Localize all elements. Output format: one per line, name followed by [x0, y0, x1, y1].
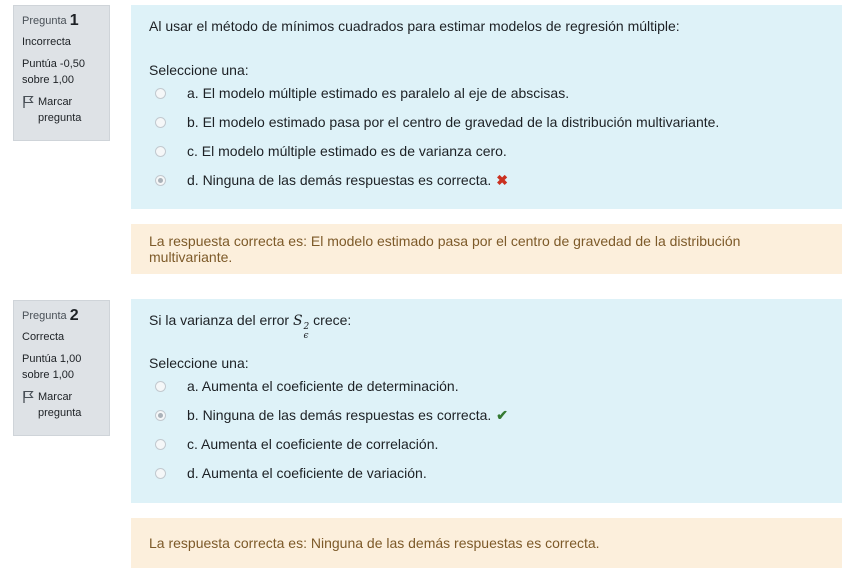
radio-button-a[interactable]: [155, 88, 166, 99]
answer-label-c: c. Aumenta el coeficiente de correlación.: [187, 436, 439, 452]
question-number-line: [22, 308, 101, 324]
question-label: Pregunta: [22, 310, 67, 322]
grade-line-1: Puntúa -0,50: [22, 58, 85, 70]
question-state: Correcta: [22, 331, 65, 343]
question-formulation-2: [131, 299, 842, 503]
answer-label-b: [187, 407, 508, 424]
question-info-2: [13, 300, 110, 436]
answer-label-a: a. El modelo múltiple estimado es paralelo al eje de abscisas.: [187, 85, 570, 101]
question-text: [149, 312, 351, 341]
radio-button-a[interactable]: [155, 381, 166, 392]
question-label: Pregunta: [22, 15, 67, 27]
flag-question-button[interactable]: [22, 389, 101, 421]
question-formulation-1: [131, 5, 842, 209]
question-state: Incorrecta: [22, 36, 71, 48]
answer-option-b[interactable]: [155, 112, 720, 132]
answer-label-d: [187, 172, 508, 189]
check-icon: ✔: [496, 406, 509, 423]
question-text-after: crece:: [313, 312, 352, 328]
radio-button-c[interactable]: [155, 439, 166, 450]
answer-label-b: b. El modelo estimado pasa por el centro de gravedad de la distribución multivariante.: [187, 114, 720, 130]
question-info-1: [13, 5, 110, 141]
correct-answer-feedback-1: La respuesta correcta es: El modelo estimado pasa por el centro de gravedad de la distribución multivariante.: [131, 224, 842, 274]
flag-label: [38, 389, 81, 421]
math-base: S: [292, 313, 303, 329]
answer-label-c: c. El modelo múltiple estimado es de varianza cero.: [187, 143, 507, 159]
math-formula: [292, 313, 310, 341]
math-sub: ϵ: [303, 331, 309, 341]
flag-label-line-1: Marcar: [38, 96, 73, 108]
answer-label-d: d. Aumenta el coeficiente de variación.: [187, 465, 427, 481]
question-text: Al usar el método de mínimos cuadrados para estimar modelos de regresión múltiple:: [149, 18, 680, 34]
radio-button-d[interactable]: [155, 468, 166, 479]
question-number: 1: [69, 12, 79, 29]
answer-option-c[interactable]: [155, 434, 439, 454]
question-text-before: Si la varianza del error: [149, 312, 290, 328]
math-scripts: [304, 323, 310, 341]
flag-label-line-2: pregunta: [38, 407, 82, 419]
grade-line-2: sobre 1,00: [22, 74, 74, 86]
grade-line-2: sobre 1,00: [22, 369, 74, 381]
flag-label-line-2: pregunta: [38, 112, 82, 124]
answer-option-a[interactable]: [155, 376, 459, 396]
flag-icon: [22, 390, 34, 404]
flag-label: [38, 94, 81, 126]
flag-label-line-1: Marcar: [38, 391, 73, 403]
radio-button-c[interactable]: [155, 146, 166, 157]
answer-prompt: Seleccione una:: [149, 62, 249, 78]
flag-question-button[interactable]: [22, 94, 101, 126]
radio-button-d-selected[interactable]: [155, 175, 166, 186]
answer-option-d[interactable]: [155, 463, 427, 483]
radio-button-b-selected[interactable]: [155, 410, 166, 421]
math-sup: 2: [303, 322, 310, 332]
question-number-line: [22, 13, 101, 29]
answer-label-a: a. Aumenta el coeficiente de determinación.: [187, 378, 459, 394]
correct-answer-feedback-2: La respuesta correcta es: Ninguna de las demás respuestas es correcta.: [131, 518, 842, 568]
question-grade: [22, 56, 101, 88]
answer-option-b[interactable]: [155, 405, 509, 425]
cross-icon: ✖: [496, 171, 509, 188]
answer-label-b-text: b. Ninguna de las demás respuestas es correcta.: [187, 406, 492, 423]
radio-button-b[interactable]: [155, 117, 166, 128]
answer-option-a[interactable]: [155, 83, 570, 103]
answer-option-d[interactable]: [155, 170, 509, 190]
grade-line-1: Puntúa 1,00: [22, 353, 82, 365]
answer-prompt: Seleccione una:: [149, 355, 249, 371]
answer-label-d-text: d. Ninguna de las demás respuestas es correcta.: [187, 171, 492, 188]
answer-option-c[interactable]: [155, 141, 507, 161]
flag-icon: [22, 95, 34, 109]
question-grade: [22, 351, 101, 383]
question-number: 2: [69, 307, 79, 324]
